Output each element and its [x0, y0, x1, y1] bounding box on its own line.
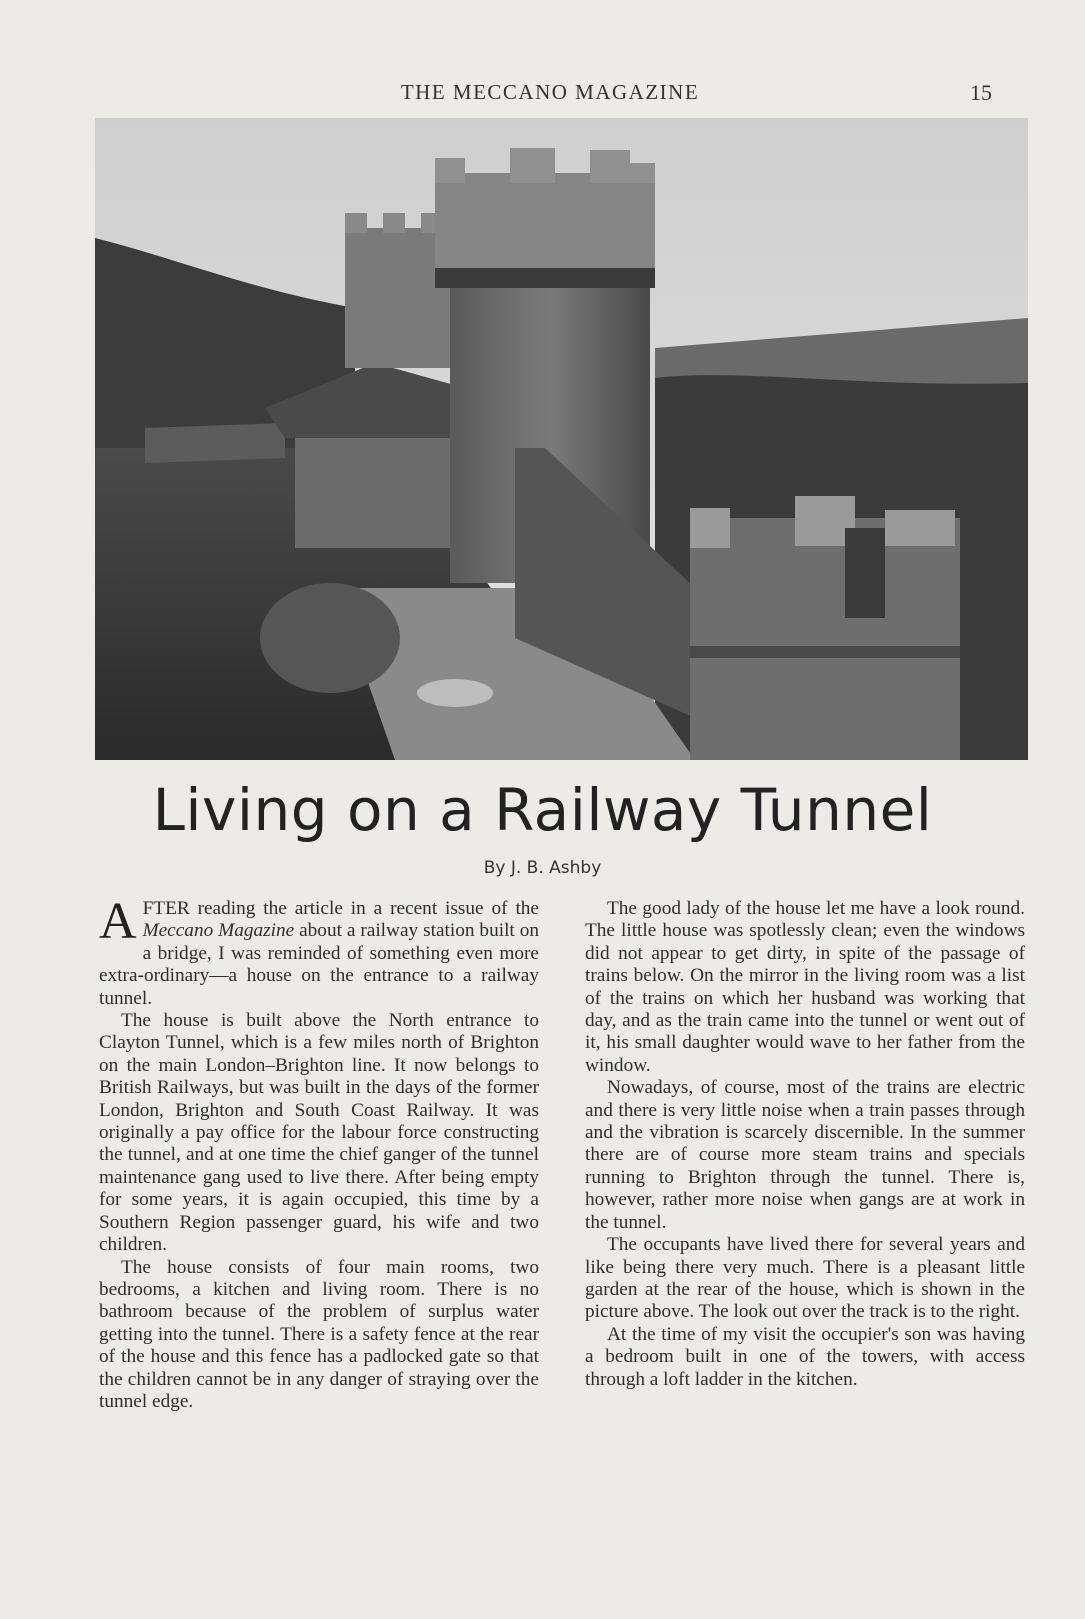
- paragraph: At the time of my visit the occupier's son was having a bedroom built in one of the towers, with access through a loft ladder in the kitchen.: [585, 1323, 1025, 1390]
- paragraph: The house consists of four main rooms, two bedrooms, a kitchen and living room. There is no bathroom because of the problem of surplus water getting into the tunnel. There is a safety fence at the rear of the house and this fence has a padlocked gate so that the children cannot be in any danger of straying over the tunnel edge.: [99, 1256, 539, 1412]
- article-byline: By J. B. Ashby: [483, 858, 602, 878]
- tunnel-house-photo: [95, 118, 1028, 760]
- paragraph-text: about a railway station built on a bridge, I was reminded of something even more extra-ordinary—a house on the entrance to a railway tunnel.: [99, 920, 539, 1009]
- paragraph-text: FTER reading the article in a recent issue of the: [142, 898, 539, 919]
- magazine-name: THE MECCANO MAGAZINE: [400, 80, 700, 104]
- right-column: [585, 898, 1025, 1391]
- italic-title: Meccano Magazine: [142, 920, 295, 942]
- paragraph: Nowadays, of course, most of the trains are electric and there is very little noise when a train passes through and the vibration is scarcely discernible. In the summer there are of course more steam trains and specials running to Brighton through the tunnel. There is, however, rather more noise when gangs are at work in the tunnel.: [585, 1077, 1025, 1233]
- paragraph: The occupants have lived there for several years and like being there very much. There is a pleasant little garden at the rear of the house, which is shown in the picture above. The look out over the track is to the right.: [585, 1234, 1025, 1323]
- castellated-tunnel-house-photo: [95, 118, 1028, 760]
- paragraph: The house is built above the North entrance to Clayton Tunnel, which is a few miles north of Brighton on the main London–Brighton line. It now belongs to British Railways, but was built in the days of the former London, Brighton and South Coast Railway. It was originally a pay office for the labour force constructing the tunnel, and at one time the chief ganger of the tunnel maintenance gang used to live there. After being empty for some years, it is again occupied, this time by a Southern Region passenger guard, his wife and two children.: [99, 1010, 539, 1256]
- left-column: [99, 893, 539, 1413]
- page-header: [0, 80, 1085, 110]
- article-title: Living on a Railway Tunnel: [152, 776, 933, 844]
- page-number: 15: [970, 80, 992, 105]
- paragraph: The good lady of the house let me have a look round. The little house was spotlessly clean; even the windows did not appear to get dirty, in spite of the passage of trains below. On the mirror in the living room was a list of the trains on which her husband was working that day, and as the train came into the tunnel or went out of it, his small daughter would wave to her father from the window.: [585, 898, 1025, 1076]
- drop-cap: A: [99, 893, 137, 950]
- paragraph: [99, 893, 539, 1010]
